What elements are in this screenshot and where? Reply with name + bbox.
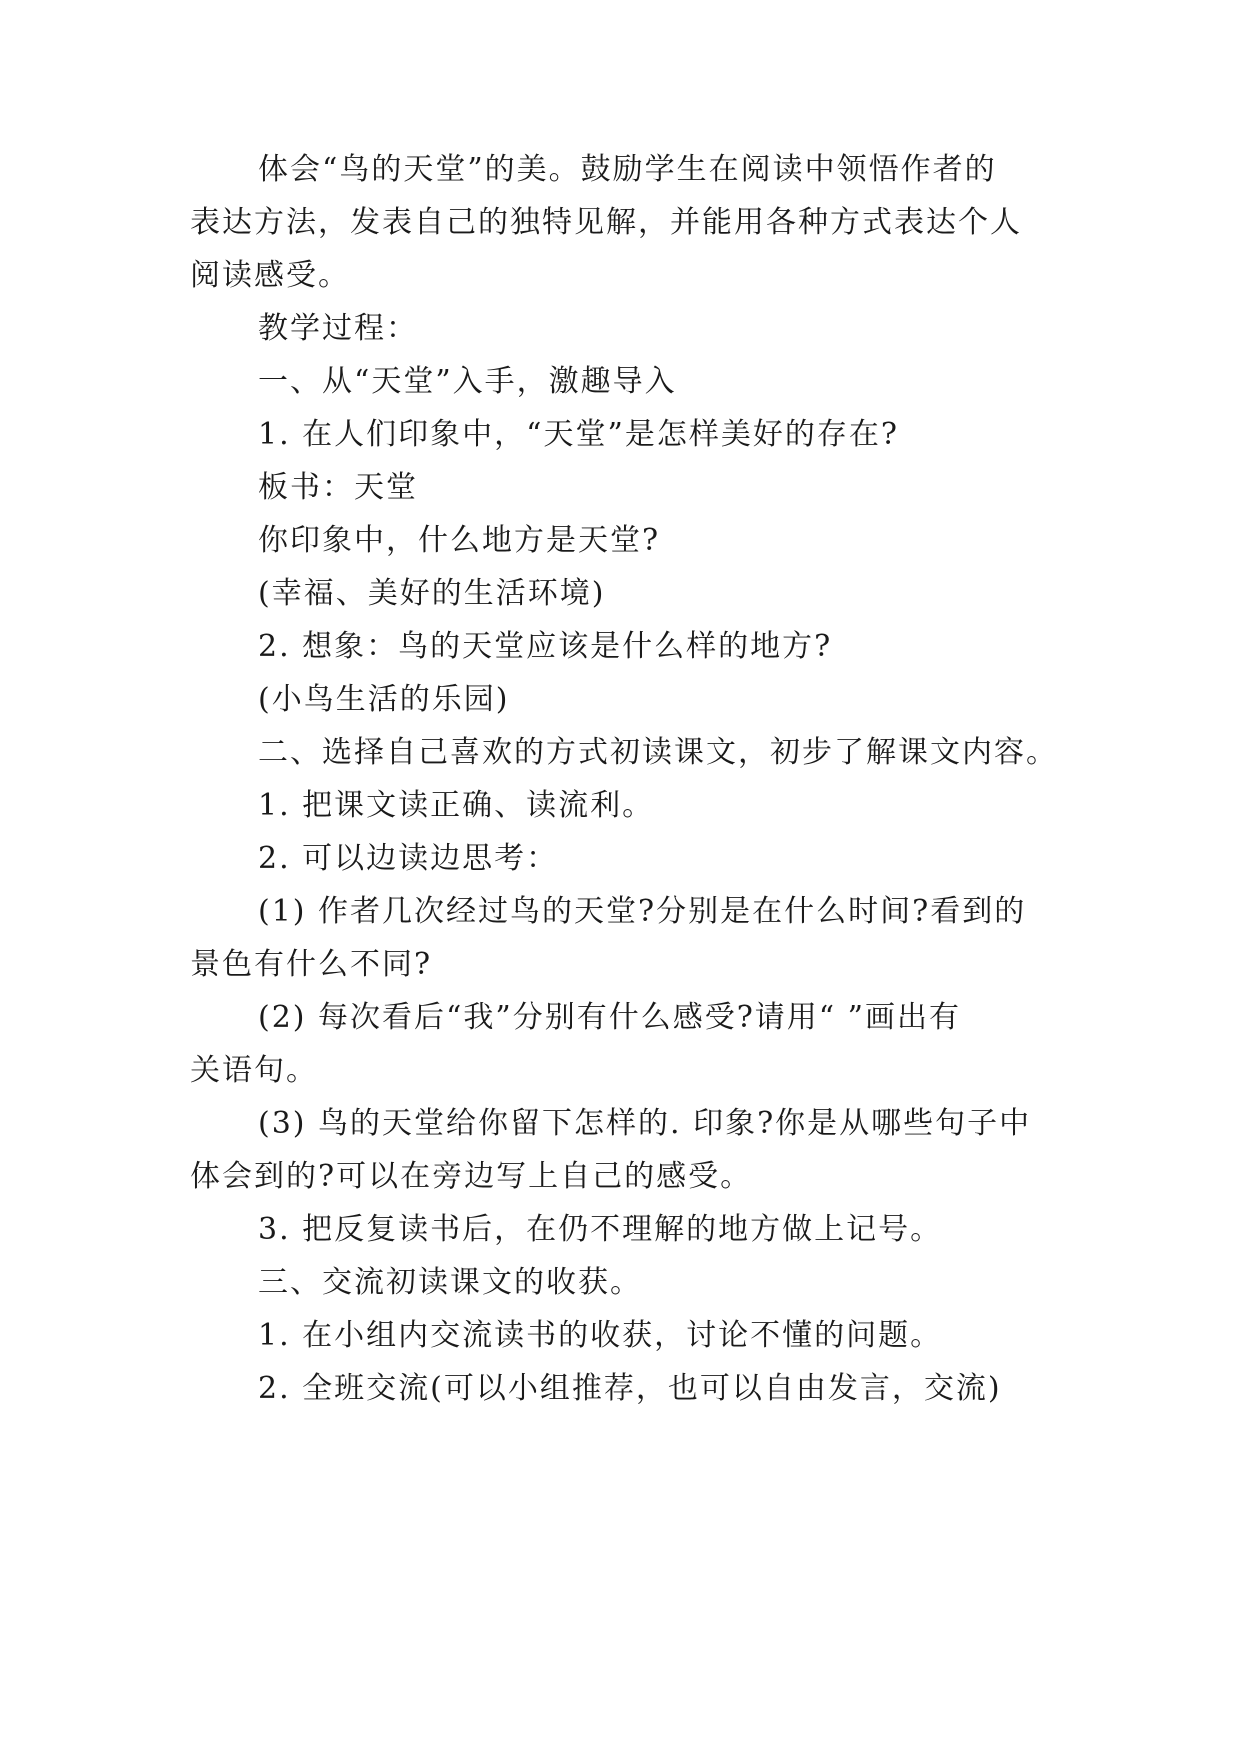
paragraph-line: 1. 把课文读正确、读流利。 xyxy=(258,788,655,823)
paragraph-line: 关语句。 xyxy=(190,1053,318,1088)
section-heading: 二、选择自己喜欢的方式初读课文，初步了解课文内容。 xyxy=(258,735,1058,770)
section-heading: 三、交流初读课文的收获。 xyxy=(258,1265,642,1300)
paragraph-line: (3) 鸟的天堂给你留下怎样的. 印象?你是从哪些句子中 xyxy=(258,1106,1032,1141)
paragraph-line: 板书：天堂 xyxy=(258,470,418,505)
paragraph-line: 表达方法，发表自己的独特见解，并能用各种方式表达个人 xyxy=(190,205,1022,240)
section-label: 教学过程： xyxy=(258,311,418,346)
paragraph-line: 体会“鸟的天堂”的美。鼓励学生在阅读中领悟作者的 xyxy=(258,152,997,187)
paragraph-line: 2. 想象：鸟的天堂应该是什么样的地方? xyxy=(258,629,833,664)
paragraph-line: 你印象中，什么地方是天堂? xyxy=(258,523,661,558)
section-heading: 一、从“天堂”入手，激趣导入 xyxy=(258,364,677,399)
paragraph-line: (幸福、美好的生活环境) xyxy=(258,576,606,611)
paragraph-line: (1) 作者几次经过鸟的天堂?分别是在什么时间?看到的 xyxy=(258,894,1027,929)
paragraph-line: (2) 每次看后“我”分别有什么感受?请用“ ”画出有 xyxy=(258,1000,961,1035)
paragraph-line: (小鸟生活的乐园) xyxy=(258,682,510,717)
paragraph-line: 1. 在人们印象中，“天堂”是怎样美好的存在? xyxy=(258,417,899,452)
paragraph-line: 景色有什么不同? xyxy=(190,947,433,982)
paragraph-line: 3. 把反复读书后，在仍不理解的地方做上记号。 xyxy=(258,1212,943,1247)
paragraph-line: 2. 全班交流(可以小组推荐，也可以自由发言，交流) xyxy=(258,1371,1002,1406)
paragraph-line: 1. 在小组内交流读书的收获，讨论不懂的问题。 xyxy=(258,1318,943,1353)
paragraph-line: 2. 可以边读边思考： xyxy=(258,841,559,876)
paragraph-line: 体会到的?可以在旁边写上自己的感受。 xyxy=(190,1159,753,1194)
paragraph-line: 阅读感受。 xyxy=(190,258,350,293)
